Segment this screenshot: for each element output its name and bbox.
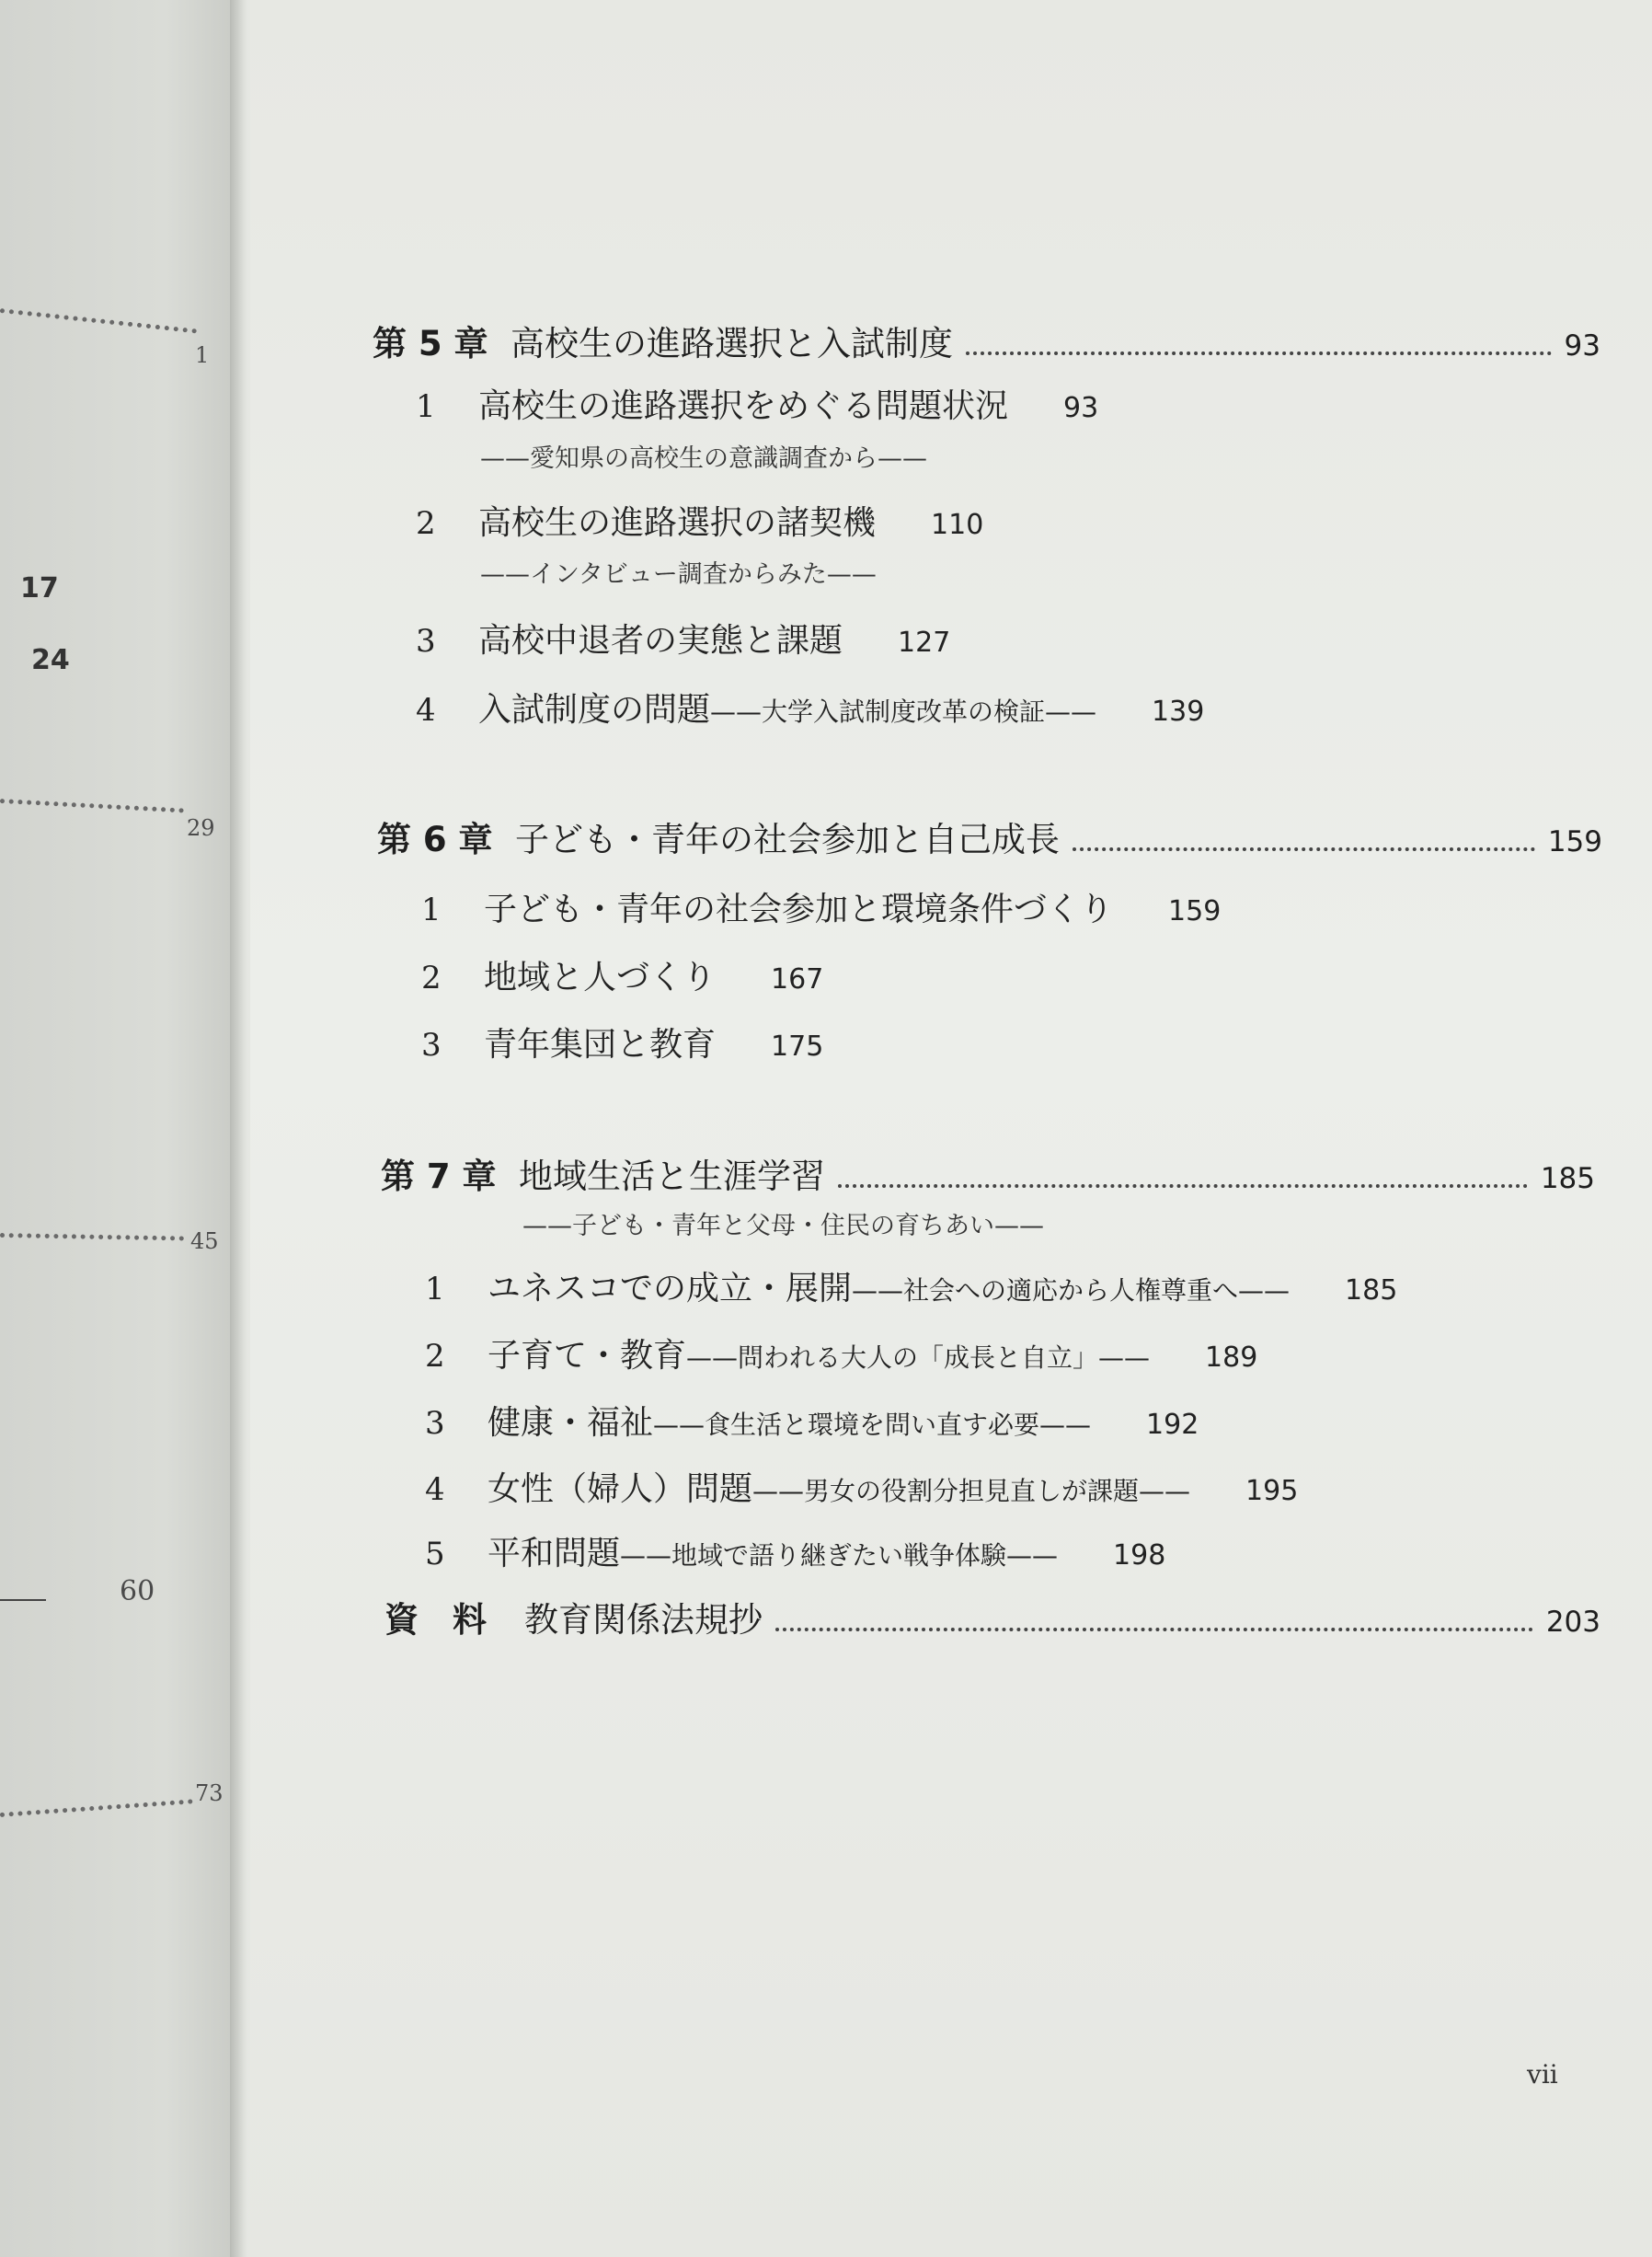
left-page [0, 0, 237, 2257]
page-number: 60 [120, 1575, 155, 1607]
folio-page-number: vii [1527, 2059, 1558, 2090]
toc-section[interactable] [425, 1397, 1199, 1444]
page-number: 29 [187, 815, 215, 841]
leader-dots [0, 308, 197, 333]
chapter-label: 第 7 章 [381, 1157, 497, 1196]
section-number: 2 [425, 1338, 445, 1375]
section-page: 195 [1245, 1475, 1299, 1507]
toc-appendix[interactable] [384, 1592, 1600, 1641]
section-title: 入試制度の問題 [478, 691, 711, 729]
appendix-page: 203 [1545, 1606, 1600, 1639]
section-page: 110 [931, 509, 984, 541]
toc-chapter-7[interactable] [381, 1148, 1595, 1198]
section-page: 127 [898, 627, 951, 659]
toc-section[interactable] [421, 951, 823, 998]
section-page: 192 [1146, 1409, 1199, 1441]
section-title: 子育て・教育 [488, 1337, 687, 1375]
section-title: 子ども・青年の社会参加と環境条件づくり [484, 891, 1114, 928]
toc-section[interactable] [421, 883, 1221, 930]
section-page: 198 [1113, 1539, 1166, 1572]
section-title: 高校中退者の実態と課題 [478, 622, 843, 660]
leader-dots [0, 1233, 184, 1240]
chapter-label: 第 5 章 [373, 324, 488, 363]
section-number: 4 [425, 1471, 445, 1508]
section-title: 地域と人づくり [484, 959, 717, 996]
page-number: 1 [195, 342, 210, 368]
toc-section[interactable] [416, 497, 983, 544]
page-number: 73 [195, 1780, 224, 1806]
appendix-label: 資 料 [384, 1600, 487, 1640]
toc-chapter-5[interactable] [373, 316, 1600, 365]
leader-dots [0, 1799, 193, 1817]
section-title: 高校生の進路選択をめぐる問題状況 [478, 387, 1009, 425]
section-subtitle: ——食生活と環境を問い直す必要—— [653, 1410, 1092, 1440]
toc-section[interactable] [425, 1262, 1397, 1309]
section-subtitle: ——地域で語り継ぎたい戦争体験—— [620, 1540, 1059, 1571]
leader-dots [0, 799, 184, 812]
section-subtitle: ——問われる大人の「成長と自立」—— [686, 1342, 1151, 1373]
page-number: 24 [31, 644, 70, 676]
section-subtitle: ——社会への適応から人権尊重へ—— [852, 1275, 1291, 1306]
section-subtitle: ——男女の役割分担見直しが課題—— [752, 1476, 1191, 1506]
section-title: 女性（婦人）問題 [488, 1470, 753, 1508]
section-number: 1 [425, 1271, 445, 1307]
leader-dots [838, 1184, 1528, 1188]
toc-section[interactable] [416, 684, 1204, 731]
section-page: 185 [1345, 1274, 1398, 1307]
chapter-title: 子ども・青年の社会参加と自己成長 [515, 820, 1060, 859]
leader-dots [966, 351, 1552, 355]
section-number: 3 [421, 1027, 442, 1064]
toc-section[interactable] [421, 1019, 823, 1065]
section-title: 青年集団と教育 [484, 1026, 717, 1064]
section-number: 1 [416, 388, 436, 425]
appendix-title: 教育関係法規抄 [524, 1600, 763, 1640]
section-page: 159 [1168, 895, 1222, 927]
page-number: 17 [20, 572, 59, 605]
leader-dots [1073, 847, 1535, 851]
dash [0, 1599, 46, 1601]
section-number: 3 [416, 623, 436, 660]
section-page: 175 [771, 1031, 824, 1063]
section-subtitle: ——インタビュー調査からみた—— [480, 560, 877, 589]
toc-section[interactable] [425, 1527, 1165, 1574]
section-number: 4 [416, 692, 436, 729]
section-page: 189 [1205, 1342, 1258, 1374]
chapter-subtitle: ——子ども・青年と父母・住民の育ちあい—— [522, 1212, 1044, 1240]
chapter-title: 高校生の進路選択と入試制度 [511, 324, 953, 363]
section-number: 2 [421, 960, 442, 996]
section-subtitle: ——愛知県の高校生の意識調査から—— [480, 444, 927, 473]
section-page: 139 [1152, 696, 1205, 728]
toc-section[interactable] [425, 1330, 1257, 1376]
section-title: ユネスコでの成立・展開 [488, 1270, 853, 1307]
toc-chapter-6[interactable] [377, 812, 1602, 861]
toc-section[interactable] [425, 1463, 1298, 1510]
chapter-title: 地域生活と生涯学習 [519, 1157, 825, 1196]
chapter-page: 185 [1540, 1162, 1595, 1195]
leader-dots [775, 1628, 1533, 1631]
section-number: 3 [425, 1405, 445, 1442]
toc-section[interactable] [416, 380, 1098, 427]
section-title: 健康・福祉 [488, 1404, 654, 1442]
chapter-label: 第 6 章 [377, 820, 493, 859]
section-title: 平和問題 [488, 1535, 621, 1572]
section-title: 高校生の進路選択の諸契機 [478, 504, 877, 542]
section-number: 5 [425, 1536, 445, 1572]
section-page: 167 [771, 963, 824, 996]
toc-section[interactable] [416, 615, 950, 662]
page-number: 45 [190, 1228, 219, 1254]
section-number: 1 [421, 892, 442, 928]
section-subtitle: ——大学入試制度改革の検証—— [710, 697, 1097, 727]
chapter-page: 93 [1564, 329, 1600, 363]
section-page: 93 [1063, 392, 1099, 424]
section-number: 2 [416, 505, 436, 542]
chapter-page: 159 [1547, 825, 1602, 858]
